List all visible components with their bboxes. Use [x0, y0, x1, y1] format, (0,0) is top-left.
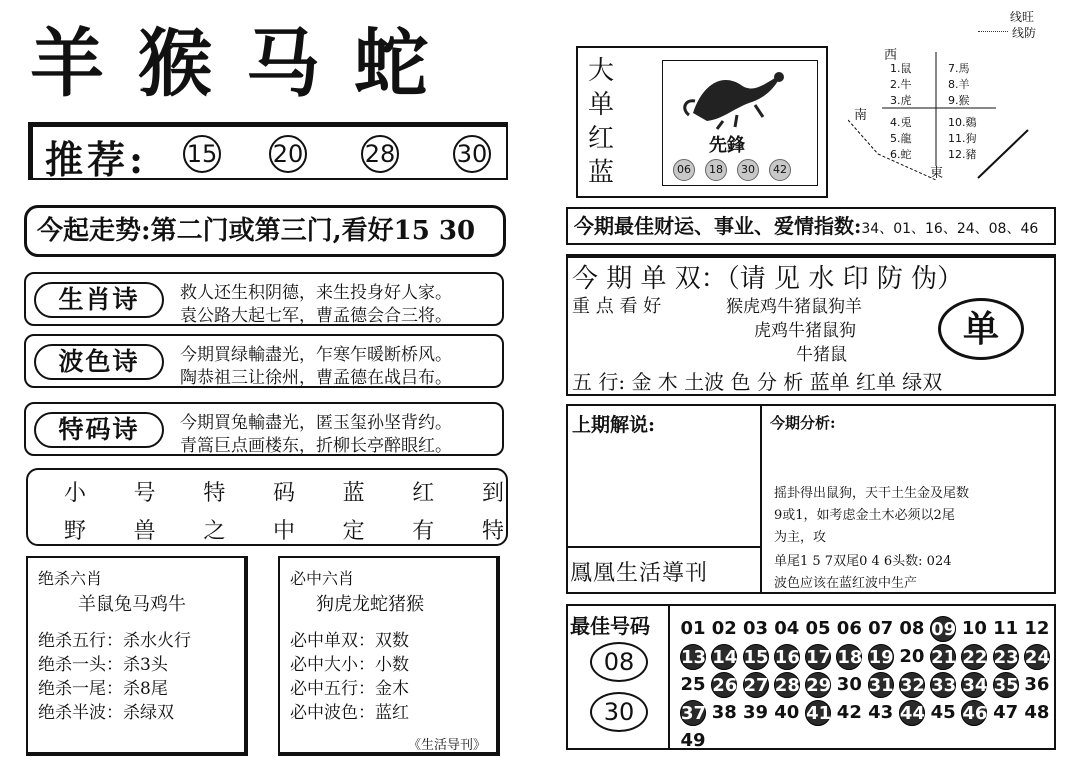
number-cell: 49: [680, 730, 706, 751]
divider: [668, 606, 670, 748]
analysis-line: 摇卦得出鼠狗，天干土生金及尾数: [774, 486, 970, 501]
big-odd-box: [576, 46, 828, 198]
number-cell: 09: [930, 616, 956, 642]
number-row: [680, 728, 1050, 756]
poem-tag: 波色诗: [34, 344, 164, 380]
dragon-icon: [663, 63, 817, 133]
number-ball: 42: [769, 159, 791, 181]
number-cell: 30: [836, 674, 862, 695]
odd-circle: 单: [938, 298, 1024, 360]
number-cell: 01: [680, 618, 706, 639]
focus-label: 重 点 看 好: [572, 296, 662, 317]
poem-line: 今期買兔輸盡光，匿玉玺孙坚背约。: [180, 413, 452, 433]
panel-zodiacs: 狗虎龙蛇猪猴: [316, 594, 424, 615]
brand-name: 鳳凰生活導刊: [570, 561, 709, 586]
focus-line: 虎鸡牛猪鼠狗: [754, 321, 856, 341]
poem-tag: 生肖诗: [34, 282, 164, 318]
number-cell: 03: [743, 618, 769, 639]
number-row: [680, 644, 1050, 672]
must-six-panel: [278, 556, 500, 756]
char: 蓝: [588, 158, 615, 188]
best-pick: 30: [590, 692, 648, 732]
number-cell: 28: [774, 672, 800, 698]
char: 野: [64, 519, 87, 544]
number-cell: 29: [805, 672, 831, 698]
number-ball: 30: [737, 159, 759, 181]
number-cell: 25: [680, 674, 706, 695]
number-cell: 05: [805, 618, 831, 639]
recommend-number: 28: [361, 135, 399, 173]
poem-line: 青篙巨点画楼东，折柳长亭醉眼红。: [180, 436, 452, 456]
number-cell: 07: [868, 618, 894, 639]
zodiac-item: 7.馬: [948, 62, 970, 75]
dragon-caption: 先鋒: [709, 135, 745, 156]
number-ball: 18: [705, 159, 727, 181]
number-cell: 47: [993, 702, 1019, 723]
number-cell: 17: [805, 644, 831, 670]
char: 定: [342, 519, 365, 544]
number-cell: 46: [961, 700, 987, 726]
panel-line: 绝杀半波：杀绿双: [38, 703, 174, 723]
number-cell: 22: [961, 644, 987, 670]
number-cell: 44: [899, 700, 925, 726]
char: 蓝: [342, 481, 365, 506]
fortune-index: [566, 207, 1056, 245]
poem-tag: 特码诗: [34, 412, 164, 448]
last-period-box: [566, 404, 762, 594]
number-cell: 23: [993, 644, 1019, 670]
text-row: [64, 514, 504, 545]
number-cell: 13: [680, 644, 706, 670]
small-number-box: [26, 468, 508, 546]
best-title: 最佳号码: [570, 614, 650, 638]
number-cell: 12: [1024, 618, 1050, 639]
analysis-line: 波色应该在蓝红波中生产: [774, 576, 918, 591]
best-pick: 08: [590, 642, 648, 682]
zodiac-item: 4.兎: [890, 116, 912, 129]
publication-credit: 《生活导刊》: [408, 738, 487, 753]
number-cell: 41: [805, 700, 831, 726]
zodiac-item: 12.豬: [948, 148, 977, 161]
panel-line: 必中波色：蓝红: [290, 703, 409, 723]
number-cell: 38: [711, 702, 737, 723]
recommend-box: [28, 122, 508, 180]
number-cell: 19: [868, 644, 894, 670]
special-poem: [24, 402, 504, 456]
index-values: 34、01、16、24、08、46: [861, 221, 1039, 237]
analysis-box: [762, 404, 1056, 594]
number-cell: 34: [961, 672, 987, 698]
number-cell: 35: [993, 672, 1019, 698]
number-row: [680, 700, 1050, 728]
analysis-line: 9或1，如考虑金土木必须以2尾: [774, 508, 955, 523]
analysis-line: 为主，攻: [774, 530, 827, 545]
compass-west: 西: [884, 48, 898, 63]
char: 码: [272, 481, 295, 506]
number-cell: 39: [743, 702, 769, 723]
panel-line: 必中五行：金木: [290, 679, 409, 699]
char: 红: [412, 481, 435, 506]
panel-zodiacs: 羊鼠兔马鸡牛: [78, 594, 186, 615]
char: 之: [203, 519, 226, 544]
number-cell: 33: [930, 672, 956, 698]
poem-line: 救人还生积阴德，来生投身好人家。: [180, 283, 452, 303]
number-cell: 02: [711, 618, 737, 639]
text-row: [64, 476, 504, 507]
focus-line: 牛猪鼠: [796, 345, 847, 365]
number-cell: 48: [1024, 702, 1050, 723]
number-cell: 21: [930, 644, 956, 670]
odd-even-box: [566, 254, 1056, 396]
number-cell: 06: [836, 618, 862, 639]
zodiac-item: 5.龍: [890, 132, 912, 145]
zodiac-item: 1.鼠: [890, 62, 912, 75]
number-cell: 32: [899, 672, 925, 698]
panel-line: 绝杀五行：杀水火行: [38, 631, 191, 651]
page-title: 羊猴马蛇: [30, 21, 462, 107]
number-cell: 20: [899, 646, 925, 667]
char: 小: [64, 481, 87, 506]
recommend-number: 20: [269, 135, 307, 173]
panel-title: 绝杀六肖: [38, 569, 103, 588]
index-label: 今期最佳财运、事业、爱情指数:: [574, 214, 862, 238]
divider: [568, 546, 762, 548]
char: 特: [203, 481, 226, 506]
char: 号: [133, 481, 156, 506]
number-cell: 43: [868, 702, 894, 723]
vertical-label: [588, 54, 618, 190]
compass-south: 南: [854, 108, 868, 123]
color-poem: [24, 334, 504, 388]
number-cell: 16: [774, 644, 800, 670]
number-cell: 36: [1024, 674, 1050, 695]
recommend-label: 推荐:: [45, 137, 148, 182]
odd-even-title: 今 期 单 双：（请 见 水 印 防 伪）: [572, 264, 964, 294]
panel-line: 绝杀一尾：杀8尾: [38, 679, 168, 699]
poem-line: 今期買绿輸盡光，乍寒乍暖断桥风。: [180, 345, 452, 365]
recommend-number: 30: [453, 135, 491, 173]
kill-six-panel: [26, 556, 248, 756]
last-period-title: 上期解说:: [572, 414, 656, 436]
number-row: [680, 672, 1050, 700]
number-cell: 42: [836, 702, 862, 723]
number-row: [680, 616, 1050, 644]
recommend-number: 15: [183, 135, 221, 173]
char: 到: [481, 481, 504, 506]
zodiac-item: 3.虎: [890, 94, 912, 107]
char: 大: [588, 56, 615, 86]
analysis-line: 单尾1 5 7双尾0 4 6头数: 024: [774, 554, 952, 569]
top-right-note: 线旺: [1010, 10, 1035, 24]
char: 兽: [133, 519, 156, 544]
zodiac-item: 2.牛: [890, 78, 912, 91]
trend-banner: 今起走势:第二门或第三门,看好15 30: [24, 205, 506, 257]
number-cell: 26: [711, 672, 737, 698]
number-cell: 10: [961, 618, 987, 639]
panel-line: 必中大小：小数: [290, 655, 409, 675]
number-cell: 40: [774, 702, 800, 723]
char: 单: [588, 90, 615, 120]
number-cell: 27: [743, 672, 769, 698]
best-numbers-box: [566, 604, 1056, 750]
number-cell: 45: [930, 702, 956, 723]
number-grid: [680, 616, 1050, 756]
panel-line: 必中单双：双数: [290, 631, 409, 651]
analysis-title: 今期分析:: [770, 414, 836, 432]
poem-line: 袁公路大起七军，曹孟德会合三将。: [180, 306, 452, 326]
poem-line: 陶恭祖三让徐州，曹孟德在战吕布。: [180, 368, 452, 388]
focus-line: 猴虎鸡牛猪鼠狗羊: [726, 297, 862, 317]
dragon-frame: [662, 60, 818, 186]
compass-east: 東: [930, 166, 944, 181]
number-ball: 06: [673, 159, 695, 181]
number-cell: 37: [680, 700, 706, 726]
number-cell: 14: [711, 644, 737, 670]
char: 中: [272, 519, 295, 544]
panel-title: 必中六肖: [290, 569, 355, 588]
panel-line: 绝杀一头：杀3头: [38, 655, 168, 675]
top-right-note: 线防: [1012, 26, 1037, 40]
divider: [978, 31, 1008, 32]
number-cell: 11: [993, 618, 1019, 639]
zodiac-item: 6.蛇: [890, 148, 912, 161]
wuxing-line: 五 行: 金 木 土波 色 分 析 蓝单 红单 绿双: [572, 370, 943, 394]
char: 红: [588, 124, 615, 154]
char: 特: [481, 519, 504, 544]
zodiac-item: 11.狗: [948, 132, 977, 145]
number-cell: 31: [868, 672, 894, 698]
zodiac-poem: [24, 272, 504, 326]
zodiac-item: 10.鷄: [948, 116, 977, 129]
number-cell: 04: [774, 618, 800, 639]
number-cell: 24: [1024, 644, 1050, 670]
number-cell: 18: [836, 644, 862, 670]
zodiac-item: 9.猴: [948, 94, 970, 107]
char: 有: [412, 519, 435, 544]
number-cell: 08: [899, 618, 925, 639]
zodiac-item: 8.羊: [948, 78, 970, 91]
number-cell: 15: [743, 644, 769, 670]
